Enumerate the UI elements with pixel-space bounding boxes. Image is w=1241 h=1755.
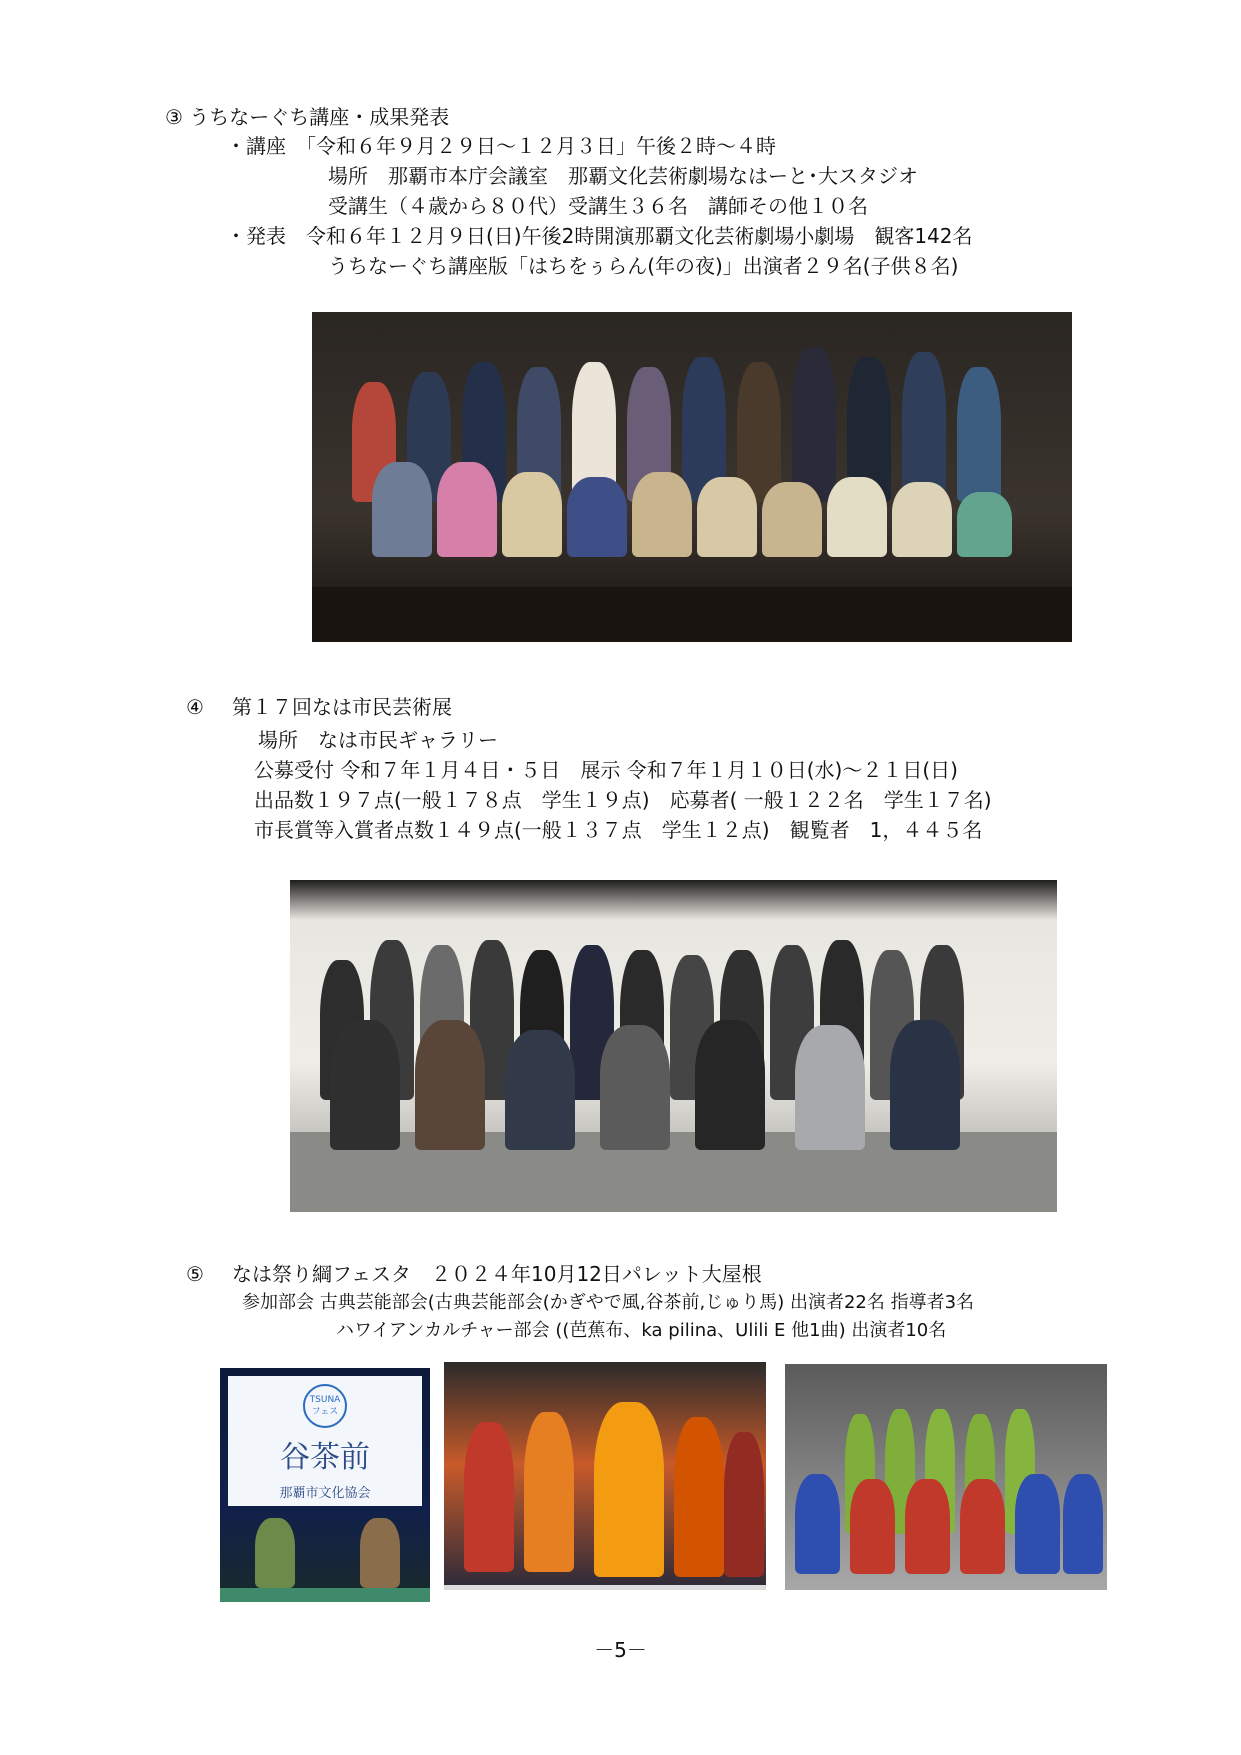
tsuna-festa-badge: TSUNA フェス [303, 1384, 347, 1428]
child-figure [632, 472, 692, 557]
section4-schedule-line: 公募受付 令和７年１月４日・５日 展示 令和７年１月１０日(水)～２１日(日) [254, 758, 958, 782]
child-figure [372, 462, 432, 557]
section3-heading: ③ うちなーぐち講座・成果発表 [165, 105, 450, 129]
dancer-figure [464, 1422, 514, 1572]
screen-title: 谷茶前 [280, 1440, 370, 1475]
dancer-figure [960, 1479, 1005, 1574]
child-figure [502, 472, 562, 557]
section5-title: なは祭り綱フェスタ ２０２４年10月12日パレット大屋根 [232, 1262, 762, 1286]
dancer-figure [360, 1518, 400, 1588]
seated-attendee-figure [600, 1025, 670, 1150]
kagiyadefu-dance-photo [444, 1362, 766, 1590]
seated-attendee-figure [415, 1020, 485, 1150]
section4-awards-line: 市長賞等入賞者点数１４９点(一般１３７点 学生１２点) 観覧者 1，４４５名 [254, 818, 983, 842]
dancer-figure [905, 1479, 950, 1574]
section4-title: 第１７回なは市民芸術展 [232, 695, 452, 719]
tsuna-festa-stage-photo [220, 1368, 430, 1602]
performer-figure [902, 352, 946, 502]
dancer-figure [850, 1479, 895, 1574]
seated-attendee-figure [695, 1020, 765, 1150]
art-exhibition-group-photo [290, 880, 1057, 1212]
dancer-figure [795, 1474, 840, 1574]
section4-number: ④ [186, 695, 204, 719]
child-figure [437, 462, 497, 557]
seated-attendee-figure [505, 1030, 575, 1150]
video-progress-bar [444, 1585, 766, 1590]
dancer-figure [1015, 1474, 1060, 1574]
dancer-figure [524, 1412, 574, 1572]
section5-hawaiian-line: ハワイアンカルチャー部会 ((芭蕉布、ka pilina、Ulili E 他1曲) 出演者10名 [336, 1320, 947, 1341]
dancer-figure [594, 1402, 664, 1577]
section3-lecture-line: ・講座 「令和６年９月２９日～１２月３日」午後２時～４時 [226, 134, 776, 158]
child-figure [697, 477, 757, 557]
stage-edge [220, 1588, 430, 1602]
seated-attendee-figure [795, 1025, 865, 1150]
child-figure [827, 477, 887, 557]
performer-figure [792, 347, 836, 502]
seated-attendee-figure [330, 1020, 400, 1150]
section3-presentation-line: ・発表 令和６年１２月９日(日)午後2時開演那覇文化芸術劇場小劇場 観客142名 [226, 224, 973, 248]
child-figure [567, 477, 627, 557]
child-figure [892, 482, 952, 557]
lecture-group-photo [312, 312, 1072, 642]
screen-org: 那覇市文化協会 [279, 1486, 371, 1501]
projection-screen [228, 1376, 422, 1506]
hawaiian-dance-photo [785, 1364, 1107, 1590]
section3-location-line: 場所 那覇市本庁会議室 那覇文化芸術劇場なはーと･大スタジオ [328, 164, 918, 188]
child-figure [762, 482, 822, 557]
seated-attendee-figure [890, 1020, 960, 1150]
stage-floor [312, 587, 1072, 642]
dancer-figure [674, 1417, 724, 1577]
page-number: －5－ [594, 1638, 647, 1662]
section4-entries-line: 出品数１９７点(一般１７８点 学生１９点) 応募者( 一般１２２名 学生１７名) [254, 788, 992, 812]
dancer-figure [1063, 1474, 1103, 1574]
section3-performers-line: うちなーぐち講座版「はちをぅらん(年の夜)」出演者２９名(子供８名) [328, 254, 959, 278]
section3-students-line: 受講生（４歳から８０代）受講生３６名 講師その他１０名 [328, 194, 868, 218]
performer-figure [957, 367, 1001, 502]
section5-number: ⑤ [186, 1262, 204, 1286]
dancer-figure [724, 1432, 764, 1577]
dancer-figure [255, 1518, 295, 1588]
child-figure [957, 492, 1012, 557]
section5-classical-line: 参加部会 古典芸能部会(古典芸能部会(かぎやで風,谷茶前,じゅり馬) 出演者22名 指導者3名 [242, 1292, 975, 1313]
section4-location-line: 場所 なは市民ギャラリー [258, 728, 498, 752]
